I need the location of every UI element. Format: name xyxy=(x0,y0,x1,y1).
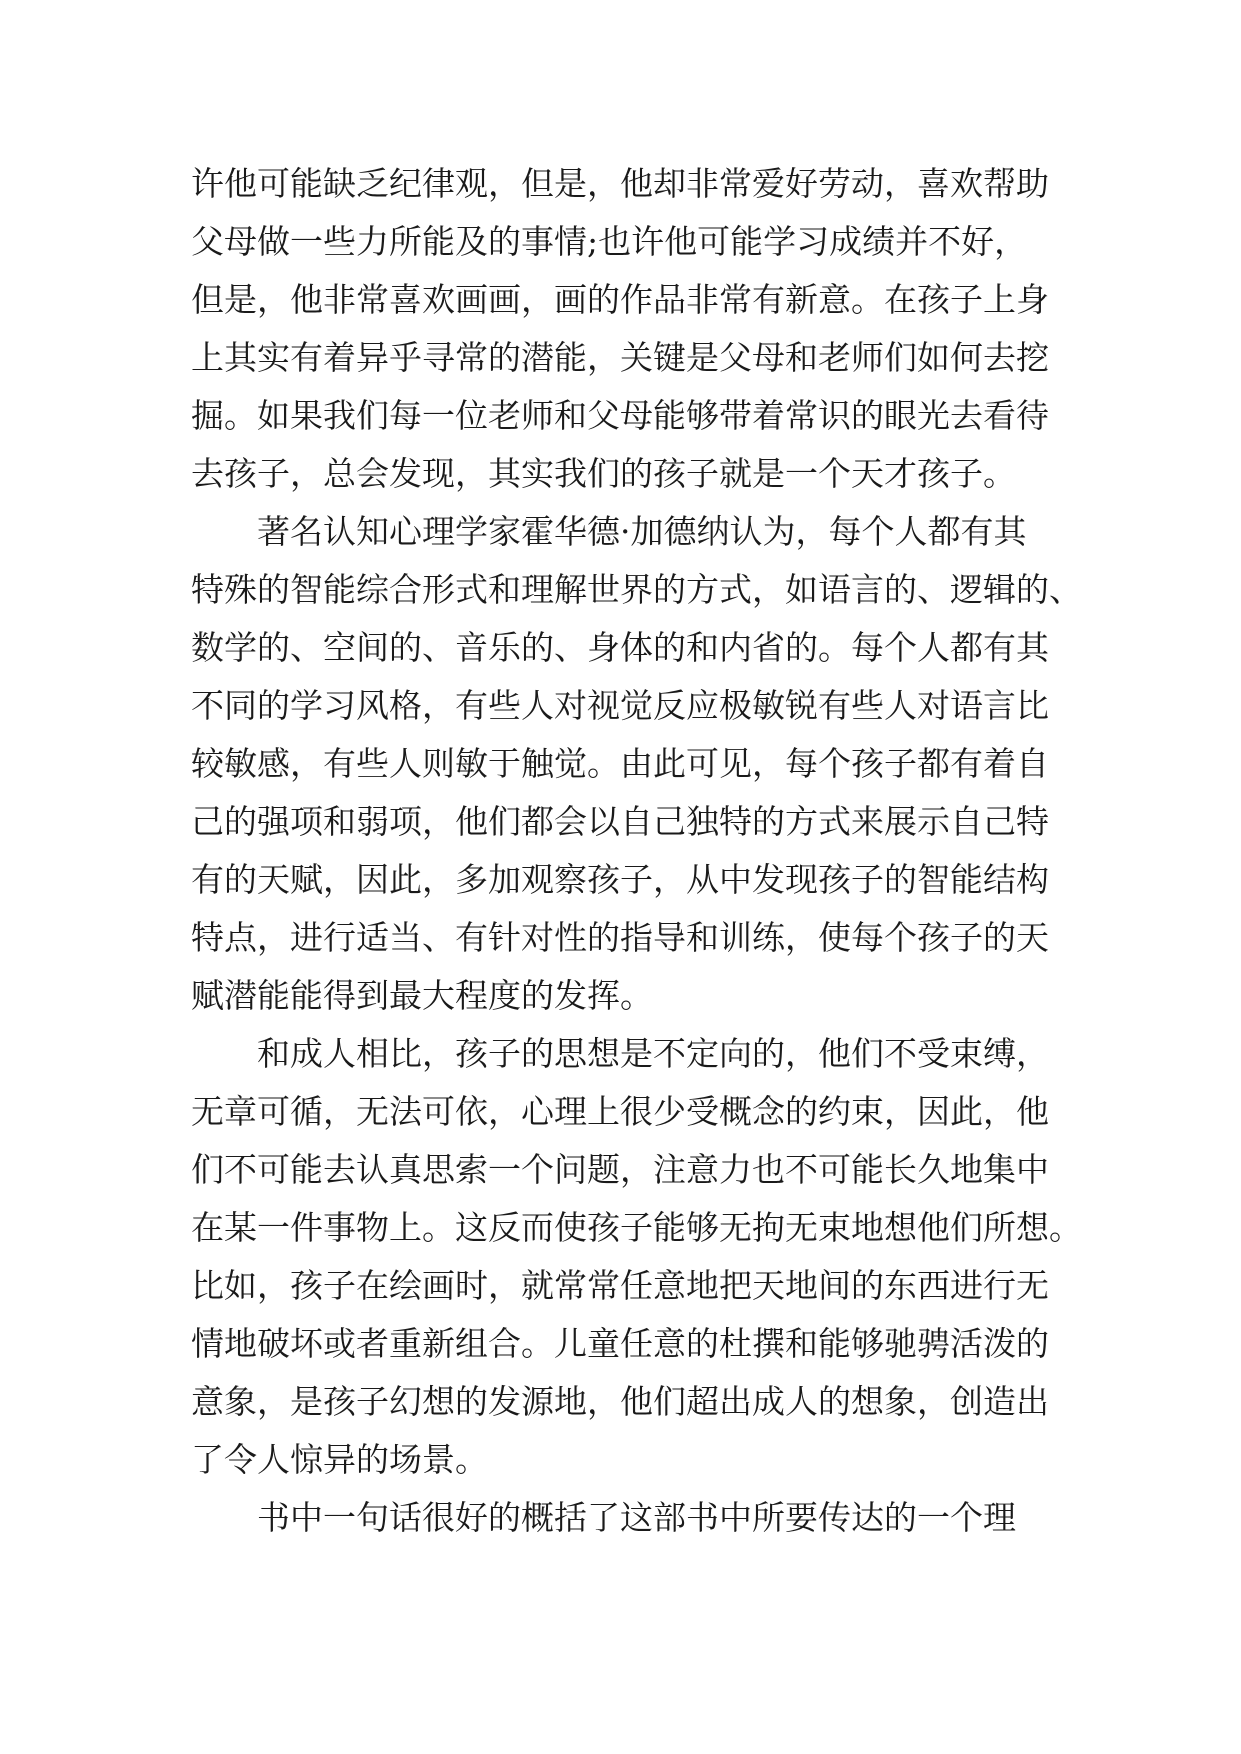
text-line: 著名认知心理学家霍华德·加德纳认为，每个人都有其 xyxy=(191,512,1027,551)
text-line: 情地破坏或者重新组合。儿童任意的杜撰和能够驰骋活泼的 xyxy=(191,1324,1049,1363)
text-line: 许他可能缺乏纪律观，但是，他却非常爱好劳动，喜欢帮助 xyxy=(191,164,1049,203)
text-line: 较敏感，有些人则敏于触觉。由此可见，每个孩子都有着自 xyxy=(191,744,1049,783)
text-line: 们不可能去认真思索一个问题，注意力也不可能长久地集中 xyxy=(191,1150,1049,1189)
text-line: 书中一句话很好的概括了这部书中所要传达的一个理 xyxy=(191,1498,1016,1537)
text-line: 特殊的智能综合形式和理解世界的方式，如语言的、逻辑的、 xyxy=(191,570,1082,609)
text-line: 父母做一些力所能及的事情;也许他可能学习成绩并不好， xyxy=(191,222,1028,261)
text-line: 上其实有着异乎寻常的潜能，关键是父母和老师们如何去挖 xyxy=(191,338,1049,377)
text-line: 数学的、空间的、音乐的、身体的和内省的。每个人都有其 xyxy=(191,628,1049,667)
text-line: 意象，是孩子幻想的发源地，他们超出成人的想象，创造出 xyxy=(191,1382,1049,1421)
text-line: 了令人惊异的场景。 xyxy=(191,1440,488,1479)
text-line: 但是，他非常喜欢画画，画的作品非常有新意。在孩子上身 xyxy=(191,280,1049,319)
text-line: 无章可循，无法可依，心理上很少受概念的约束，因此，他 xyxy=(191,1092,1049,1131)
body-text xyxy=(191,155,1082,1547)
text-line: 赋潜能能得到最大程度的发挥。 xyxy=(191,976,653,1015)
text-line: 不同的学习风格，有些人对视觉反应极敏锐有些人对语言比 xyxy=(191,686,1049,725)
text-line: 掘。如果我们每一位老师和父母能够带着常识的眼光去看待 xyxy=(191,396,1049,435)
text-line: 比如，孩子在绘画时，就常常任意地把天地间的东西进行无 xyxy=(191,1266,1049,1305)
text-line: 特点，进行适当、有针对性的指导和训练，使每个孩子的天 xyxy=(191,918,1049,957)
text-line: 在某一件事物上。这反而使孩子能够无拘无束地想他们所想。 xyxy=(191,1208,1082,1247)
text-line: 和成人相比，孩子的思想是不定向的，他们不受束缚， xyxy=(191,1034,1049,1073)
text-line: 有的天赋，因此，多加观察孩子，从中发现孩子的智能结构 xyxy=(191,860,1049,899)
text-line: 去孩子，总会发现，其实我们的孩子就是一个天才孩子。 xyxy=(191,454,1016,493)
text-line: 己的强项和弱项，他们都会以自己独特的方式来展示自己特 xyxy=(191,802,1049,841)
